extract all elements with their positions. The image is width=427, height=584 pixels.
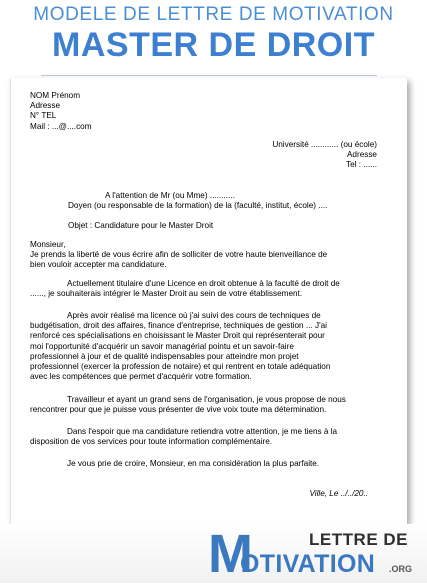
paragraph-line: Je prends la liberté de vous écrire afin de solliciter de votre haute bienveillance de xyxy=(30,250,328,259)
paragraph-line: renforcé ces spécialisations en choisissant le Master Droit qui représenterait pour xyxy=(30,331,325,341)
attention-line: A l'attention de Mr (ou Mme) ........... xyxy=(105,191,235,200)
sender-email: Mail : ...@....com xyxy=(30,121,92,131)
paragraph-3 xyxy=(30,311,380,382)
paragraph-line: ......, je souhaiterais intégrer le Master Droit au sein de votre établissement. xyxy=(30,289,303,299)
sender-phone: N° TEL xyxy=(30,111,57,121)
recipient-university: Université ............ (ou école) xyxy=(272,140,377,149)
recipient-block xyxy=(27,140,377,171)
attention-line-2: Doyen (ou responsable de la formation) de la (faculté, institut, école) .... xyxy=(68,201,328,210)
paragraph-5 xyxy=(30,427,380,447)
sender-block xyxy=(30,91,380,132)
page-header xyxy=(0,0,427,84)
paragraph-6 xyxy=(30,459,380,469)
paragraph-line: professionnel (exercer la profession de notaire) et qui rentrent en totale adéquation xyxy=(30,362,331,372)
sender-address: Adresse xyxy=(30,101,61,111)
paragraph-2 xyxy=(30,279,380,299)
logo-text-lettre: LETTRE DE xyxy=(309,530,408,549)
paragraph-line: avec les compétences que permet d'acquérir votre formation. xyxy=(30,372,252,382)
paragraph-line: professionnel à jour et de qualité indispensables pour atteindre mon projet xyxy=(30,351,299,361)
paragraph-line: Dans l'espoir que ma candidature retiendra votre attention, je me tiens à la xyxy=(67,427,338,436)
supertitle: MODELE DE LETTRE DE MOTIVATION xyxy=(33,4,394,25)
logo-big-m: M xyxy=(208,524,253,584)
page-title: MASTER DE DROIT xyxy=(52,26,375,64)
paragraph-line: Travailleur et ayant un grand sens de l'organisation, je vous propose de nous xyxy=(67,395,346,404)
recipient-address: Adresse xyxy=(346,150,377,160)
sender-name: NOM Prénom xyxy=(30,91,81,100)
paragraph-line: budgétisation, droit des affaires, finance d'entreprise, techniques de gestion ... J'ai xyxy=(30,321,328,331)
paragraph-line: bien vouloir accepter ma candidature. xyxy=(30,260,167,270)
title-divider xyxy=(41,75,377,76)
paragraph-line: moi l'opportunité d'acquérir un savoir managérial pointu et un savoir-faire xyxy=(30,341,294,351)
paragraph-line: Actuellement titulaire d'une Licence en droit obtenue à la faculté de droit de xyxy=(67,279,340,288)
object-line: Objet : Candidature pour le Master Droit xyxy=(68,221,214,230)
logo-text-otivation: OTIVATION xyxy=(240,550,376,578)
paragraph-1 xyxy=(30,250,380,270)
salutation: Monsieur, xyxy=(30,240,66,249)
recipient-phone: Tel : ...... xyxy=(346,160,377,170)
signoff: Ville, Le ../../20.. xyxy=(309,489,368,498)
logo-tld: .ORG xyxy=(389,564,413,574)
paragraph-line: Après avoir réalisé ma licence où j'ai suivi des cours de techniques de xyxy=(67,311,321,320)
paragraph-line: Je vous prie de croire, Monsieur, en ma considération la plus parfaite. xyxy=(67,459,320,468)
paragraph-4 xyxy=(30,395,380,415)
paragraph-line: disposition de vos services pour toute information complémentaire. xyxy=(30,437,273,447)
paragraph-line: rencontrer pour que je puisse vous présenter de vive voix toute ma détermination. xyxy=(30,405,327,415)
